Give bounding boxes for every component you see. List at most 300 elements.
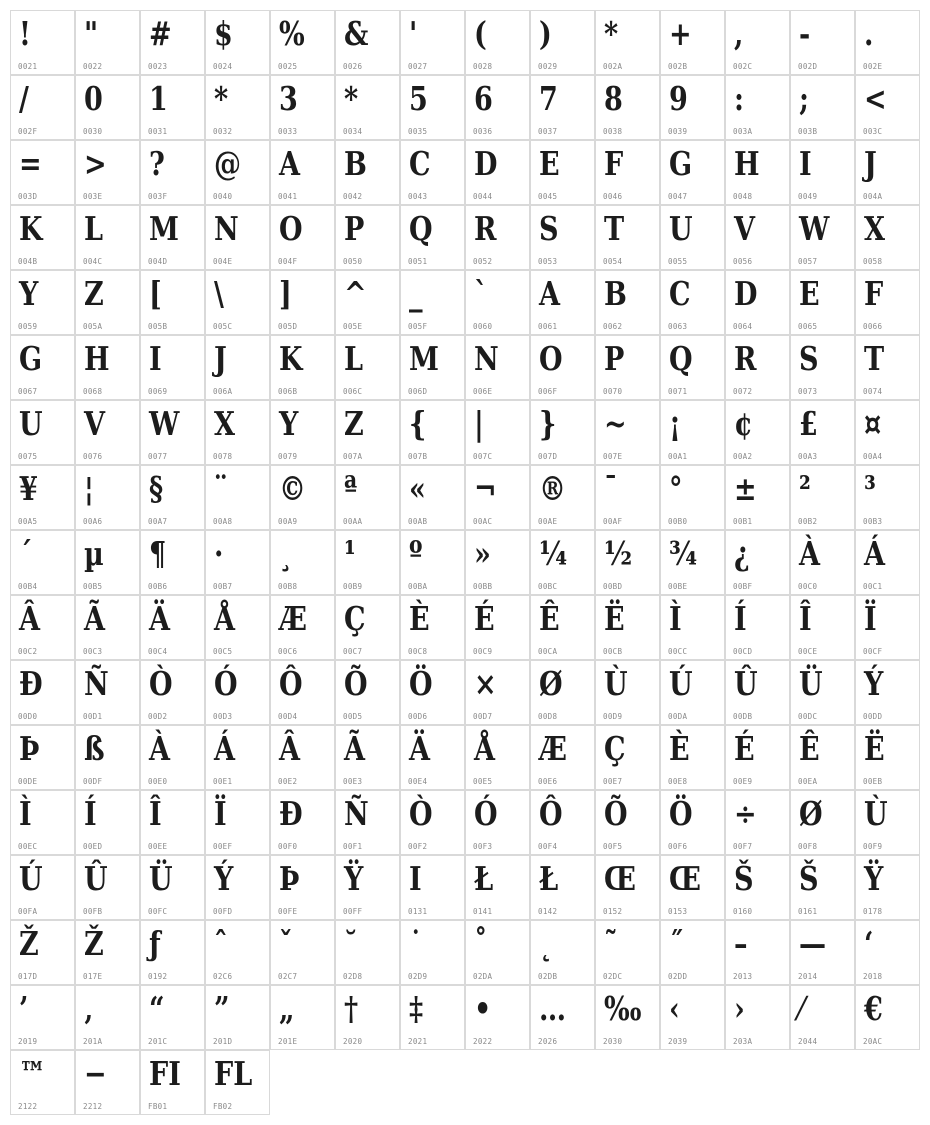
glyph-cell (855, 985, 920, 1050)
glyph-cell (725, 920, 790, 985)
glyph-codepoint: 00E2 (278, 777, 298, 786)
glyph-codepoint: 002A (603, 62, 623, 71)
glyph-codepoint: 007E (603, 452, 623, 461)
glyph-sample: ¹ (344, 534, 356, 573)
glyph-codepoint: 00B7 (213, 582, 233, 591)
glyph-sample: Þ (19, 729, 40, 768)
glyph-sample: ˚ (474, 924, 488, 963)
glyph-cell (205, 985, 270, 1050)
glyph-sample: ² (799, 469, 811, 508)
glyph-cell (465, 400, 530, 465)
glyph-cell (205, 725, 270, 790)
glyph-sample: ¡ (669, 404, 681, 443)
glyph-sample: ‚ (84, 989, 94, 1028)
glyph-sample: Ì (19, 794, 32, 833)
glyph-sample: N (214, 209, 239, 248)
glyph-codepoint: 003E (83, 192, 103, 201)
glyph-cell (530, 855, 595, 920)
glyph-cell (140, 270, 205, 335)
glyph-sample: \ (214, 274, 224, 313)
glyph-sample: Q (409, 209, 433, 248)
glyph-sample: 1 (149, 79, 168, 118)
glyph-codepoint: 00B8 (278, 582, 298, 591)
glyph-cell (465, 10, 530, 75)
glyph-codepoint: 0043 (408, 192, 428, 201)
glyph-sample: Ł (474, 859, 494, 898)
glyph-codepoint: 00DD (863, 712, 883, 721)
glyph-codepoint: 00F2 (408, 842, 428, 851)
glyph-codepoint: 00C7 (343, 647, 363, 656)
glyph-cell (140, 790, 205, 855)
glyph-sample: O (539, 339, 563, 378)
glyph-cell (10, 530, 75, 595)
glyph-cell (335, 465, 400, 530)
glyph-cell (10, 920, 75, 985)
glyph-codepoint: 02DC (603, 972, 623, 981)
glyph-sample: 3 (279, 79, 298, 118)
glyph-sample: ° (669, 469, 683, 508)
glyph-sample: J (214, 339, 227, 378)
glyph-cell (75, 270, 140, 335)
glyph-sample: ) (539, 14, 552, 53)
glyph-cell (725, 140, 790, 205)
glyph-codepoint: 00E4 (408, 777, 428, 786)
glyph-codepoint: 0059 (18, 322, 38, 331)
glyph-sample: À (799, 534, 820, 573)
glyph-codepoint: 005B (148, 322, 168, 331)
glyph-sample: S (799, 339, 819, 378)
glyph-sample: Ú (19, 859, 43, 898)
glyph-codepoint: 0052 (473, 257, 493, 266)
glyph-sample: ” (214, 989, 230, 1028)
glyph-codepoint: 0021 (18, 62, 38, 71)
glyph-sample: — (799, 924, 827, 963)
glyph-codepoint: 2013 (733, 972, 753, 981)
glyph-codepoint: 00A2 (733, 452, 753, 461)
glyph-cell (270, 725, 335, 790)
glyph-sample: Ã (84, 599, 105, 638)
glyph-cell (140, 920, 205, 985)
glyph-sample: ^ (344, 274, 367, 313)
glyph-codepoint: 00AA (343, 517, 363, 526)
glyph-cell (790, 205, 855, 270)
glyph-sample: Þ (279, 859, 300, 898)
glyph-codepoint: 004A (863, 192, 883, 201)
glyph-cell (270, 205, 335, 270)
glyph-codepoint: 00E0 (148, 777, 168, 786)
glyph-cell (270, 335, 335, 400)
glyph-cell (205, 530, 270, 595)
glyph-sample: R (474, 209, 497, 248)
glyph-codepoint: 201A (83, 1037, 103, 1046)
glyph-codepoint: 00DF (83, 777, 103, 786)
glyph-sample: ¯ (604, 469, 618, 508)
glyph-codepoint: 0058 (863, 257, 883, 266)
glyph-cell (595, 10, 660, 75)
glyph-sample: P (344, 209, 365, 248)
glyph-codepoint: 0054 (603, 257, 623, 266)
glyph-codepoint: 00BC (538, 582, 558, 591)
glyph-codepoint: 00E9 (733, 777, 753, 786)
glyph-codepoint: 0023 (148, 62, 168, 71)
glyph-sample: Ñ (84, 664, 109, 703)
glyph-codepoint: 0037 (538, 127, 558, 136)
glyph-codepoint: 0024 (213, 62, 233, 71)
glyph-sample: Q (669, 339, 693, 378)
glyph-codepoint: 00E5 (473, 777, 493, 786)
glyph-cell (140, 725, 205, 790)
glyph-sample: ™ (19, 1054, 47, 1093)
glyph-sample: Ö (669, 794, 693, 833)
glyph-codepoint: 00FB (83, 907, 103, 916)
glyph-codepoint: 00E1 (213, 777, 233, 786)
glyph-codepoint: 0073 (798, 387, 818, 396)
glyph-sample: Ä (409, 729, 430, 768)
glyph-codepoint: 00C8 (408, 647, 428, 656)
glyph-cell (725, 10, 790, 75)
glyph-codepoint: 0153 (668, 907, 688, 916)
glyph-codepoint: 02DA (473, 972, 493, 981)
glyph-sample: Ì (669, 599, 682, 638)
glyph-codepoint: 0066 (863, 322, 883, 331)
glyph-cell (465, 790, 530, 855)
glyph-codepoint: 004C (83, 257, 103, 266)
glyph-sample: ˆ (214, 924, 228, 963)
glyph-sample: • (474, 989, 492, 1028)
glyph-codepoint: 00B5 (83, 582, 103, 591)
glyph-sample: J (864, 144, 877, 183)
glyph-codepoint: 2018 (863, 972, 883, 981)
glyph-cell (75, 335, 140, 400)
glyph-cell (790, 920, 855, 985)
glyph-cell (10, 400, 75, 465)
glyph-cell (465, 530, 530, 595)
glyph-sample: Ô (539, 794, 563, 833)
glyph-sample: * (214, 79, 229, 118)
glyph-cell (270, 790, 335, 855)
glyph-sample: Œ (604, 859, 636, 898)
glyph-sample: ƒ (149, 924, 161, 963)
glyph-codepoint: 201E (278, 1037, 298, 1046)
glyph-cell (140, 10, 205, 75)
glyph-cell (530, 530, 595, 595)
glyph-sample: Ö (409, 664, 433, 703)
glyph-cell (10, 465, 75, 530)
glyph-codepoint: 00A5 (18, 517, 38, 526)
glyph-cell (660, 790, 725, 855)
glyph-codepoint: 00D1 (83, 712, 103, 721)
glyph-sample: Ï (864, 599, 877, 638)
glyph-sample: R (734, 339, 757, 378)
glyph-cell (400, 790, 465, 855)
glyph-codepoint: 00AC (473, 517, 493, 526)
glyph-cell (595, 335, 660, 400)
glyph-sample: S (539, 209, 559, 248)
glyph-codepoint: 00DC (798, 712, 818, 721)
glyph-cell (660, 920, 725, 985)
glyph-codepoint: 0161 (798, 907, 818, 916)
glyph-codepoint: 0027 (408, 62, 428, 71)
glyph-cell (660, 660, 725, 725)
glyph-cell (465, 855, 530, 920)
glyph-sample: $ (214, 14, 233, 53)
glyph-codepoint: 00FF (343, 907, 363, 916)
glyph-codepoint: 00D6 (408, 712, 428, 721)
glyph-cell (855, 465, 920, 530)
glyph-cell (530, 790, 595, 855)
glyph-sample: Đ (19, 664, 43, 703)
glyph-codepoint: 0075 (18, 452, 38, 461)
glyph-cell (270, 855, 335, 920)
glyph-cell (270, 595, 335, 660)
glyph-codepoint: 0076 (83, 452, 103, 461)
glyph-cell (140, 985, 205, 1050)
glyph-cell (270, 530, 335, 595)
glyph-codepoint: 004D (148, 257, 168, 266)
glyph-codepoint: 00D4 (278, 712, 298, 721)
glyph-codepoint: 0033 (278, 127, 298, 136)
glyph-cell (270, 920, 335, 985)
glyph-codepoint: 0068 (83, 387, 103, 396)
glyph-codepoint: 0032 (213, 127, 233, 136)
glyph-codepoint: 003D (18, 192, 38, 201)
glyph-codepoint: 00D3 (213, 712, 233, 721)
glyph-sample: X (864, 209, 885, 248)
glyph-codepoint: 0039 (668, 127, 688, 136)
glyph-sample: I (799, 144, 812, 183)
glyph-sample: X (214, 404, 235, 443)
glyph-sample: FI (149, 1054, 181, 1093)
glyph-codepoint: 0070 (603, 387, 623, 396)
glyph-cell (855, 335, 920, 400)
glyph-sample: Š (799, 859, 819, 898)
glyph-cell (270, 75, 335, 140)
glyph-sample: 0 (84, 79, 103, 118)
glyph-cell (530, 660, 595, 725)
glyph-cell (790, 595, 855, 660)
glyph-codepoint: 2014 (798, 972, 818, 981)
glyph-sample: ( (474, 14, 487, 53)
glyph-cell (465, 595, 530, 660)
glyph-sample: ÷ (734, 794, 757, 833)
glyph-sample: › (734, 989, 745, 1028)
glyph-sample: | (474, 404, 484, 443)
glyph-cell (530, 725, 595, 790)
glyph-cell (595, 985, 660, 1050)
glyph-codepoint: 00FD (213, 907, 233, 916)
glyph-cell (75, 725, 140, 790)
glyph-sample: W (149, 404, 180, 443)
glyph-codepoint: 0064 (733, 322, 753, 331)
glyph-codepoint: 00D5 (343, 712, 363, 721)
glyph-codepoint: 00EE (148, 842, 168, 851)
glyph-sample: § (149, 469, 164, 508)
glyph-cell (595, 75, 660, 140)
glyph-codepoint: 00B4 (18, 582, 38, 591)
glyph-cell (855, 530, 920, 595)
glyph-cell (530, 985, 595, 1050)
glyph-cell (140, 140, 205, 205)
glyph-cell (400, 400, 465, 465)
glyph-cell (725, 855, 790, 920)
glyph-sample: Ò (149, 664, 173, 703)
glyph-sample: D (474, 144, 498, 183)
glyph-cell (205, 595, 270, 660)
glyph-codepoint: 002C (733, 62, 753, 71)
glyph-codepoint: 2030 (603, 1037, 623, 1046)
glyph-codepoint: 005C (213, 322, 233, 331)
glyph-cell (10, 140, 75, 205)
glyph-cell (660, 270, 725, 335)
glyph-cell (660, 205, 725, 270)
glyph-sample: Í (84, 794, 97, 833)
glyph-codepoint: 00EB (863, 777, 883, 786)
glyph-sample: L (84, 209, 104, 248)
glyph-sample: ’ (19, 989, 29, 1028)
glyph-codepoint: 003B (798, 127, 818, 136)
glyph-sample: Y (279, 404, 299, 443)
glyph-codepoint: 00FC (148, 907, 168, 916)
glyph-codepoint: 00F6 (668, 842, 688, 851)
glyph-cell (205, 270, 270, 335)
glyph-sample: Ÿ (344, 859, 364, 898)
glyph-sample: Î (799, 599, 812, 638)
glyph-codepoint: 2044 (798, 1037, 818, 1046)
glyph-sample: ~ (604, 404, 627, 443)
glyph-cell (335, 270, 400, 335)
glyph-codepoint: 0131 (408, 907, 428, 916)
glyph-codepoint: 00BF (733, 582, 753, 591)
glyph-sample: ‰ (604, 989, 642, 1028)
glyph-cell (400, 725, 465, 790)
glyph-sample: Ç (344, 599, 366, 638)
glyph-sample: F (864, 274, 884, 313)
glyph-cell (530, 400, 595, 465)
glyph-cell (400, 985, 465, 1050)
glyph-cell (530, 140, 595, 205)
glyph-sample: M (149, 209, 179, 248)
glyph-sample: ¾ (669, 534, 698, 573)
glyph-cell (660, 985, 725, 1050)
glyph-cell (595, 725, 660, 790)
glyph-codepoint: 0034 (343, 127, 363, 136)
glyph-sample: À (149, 729, 170, 768)
glyph-codepoint: 00F5 (603, 842, 623, 851)
glyph-sample: B (604, 274, 627, 313)
glyph-codepoint: 00C9 (473, 647, 493, 656)
glyph-cell (205, 10, 270, 75)
glyph-cell (10, 1050, 75, 1115)
glyph-codepoint: 00A1 (668, 452, 688, 461)
glyph-cell (725, 465, 790, 530)
glyph-codepoint: 02C7 (278, 972, 298, 981)
glyph-sample: * (604, 14, 619, 53)
glyph-codepoint: 0061 (538, 322, 558, 331)
glyph-codepoint: 0031 (148, 127, 168, 136)
glyph-sample: & (344, 14, 369, 53)
glyph-sample: Ê (799, 729, 820, 768)
glyph-sample: P (604, 339, 625, 378)
glyph-codepoint: 02DB (538, 972, 558, 981)
glyph-sample: B (344, 144, 367, 183)
glyph-cell (270, 10, 335, 75)
glyph-codepoint: 0160 (733, 907, 753, 916)
glyph-codepoint: 2021 (408, 1037, 428, 1046)
glyph-codepoint: 2039 (668, 1037, 688, 1046)
glyph-codepoint: 00EA (798, 777, 818, 786)
glyph-cell (270, 660, 335, 725)
glyph-cell (530, 920, 595, 985)
glyph-sample: © (279, 469, 307, 508)
glyph-cell (335, 920, 400, 985)
glyph-codepoint: 006B (278, 387, 298, 396)
glyph-cell (205, 660, 270, 725)
glyph-codepoint: 003F (148, 192, 168, 201)
glyph-codepoint: 00E7 (603, 777, 623, 786)
glyph-codepoint: 0036 (473, 127, 493, 136)
glyph-cell (10, 10, 75, 75)
glyph-cell (400, 205, 465, 270)
glyph-cell (530, 10, 595, 75)
glyph-sample: 6 (474, 79, 493, 118)
glyph-cell (530, 335, 595, 400)
glyph-cell (725, 205, 790, 270)
glyph-cell (595, 920, 660, 985)
glyph-codepoint: 0035 (408, 127, 428, 136)
glyph-sample: Ú (669, 664, 693, 703)
glyph-codepoint: 0028 (473, 62, 493, 71)
glyph-codepoint: 0141 (473, 907, 493, 916)
glyph-codepoint: 00ED (83, 842, 103, 851)
glyph-cell (10, 205, 75, 270)
glyph-cell (75, 75, 140, 140)
glyph-cell (205, 465, 270, 530)
glyph-cell (660, 595, 725, 660)
glyph-cell (75, 595, 140, 660)
glyph-cell (855, 660, 920, 725)
glyph-cell (75, 140, 140, 205)
glyph-cell (790, 270, 855, 335)
glyph-cell (335, 10, 400, 75)
glyph-sample: Â (19, 599, 40, 638)
glyph-cell (335, 530, 400, 595)
glyph-cell (270, 270, 335, 335)
glyph-codepoint: 00F0 (278, 842, 298, 851)
glyph-sample: C (669, 274, 691, 313)
glyph-cell (400, 140, 465, 205)
glyph-cell (10, 75, 75, 140)
glyph-sample: ¿ (734, 534, 750, 573)
glyph-codepoint: 0053 (538, 257, 558, 266)
glyph-cell (595, 140, 660, 205)
glyph-sample: * (344, 79, 359, 118)
glyph-codepoint: 00AF (603, 517, 623, 526)
glyph-codepoint: 002D (798, 62, 818, 71)
glyph-sample: G (669, 144, 693, 183)
glyph-cell (530, 595, 595, 660)
glyph-codepoint: 0079 (278, 452, 298, 461)
glyph-codepoint: 00C4 (148, 647, 168, 656)
glyph-sample: Œ (669, 859, 701, 898)
glyph-sample: I (149, 339, 162, 378)
glyph-cell (335, 855, 400, 920)
glyph-codepoint: 0049 (798, 192, 818, 201)
glyph-cell (660, 465, 725, 530)
glyph-sample: − (84, 1054, 107, 1093)
glyph-sample: Õ (604, 794, 628, 833)
glyph-sample: ¦ (84, 469, 94, 508)
glyph-sample: × (474, 664, 497, 703)
